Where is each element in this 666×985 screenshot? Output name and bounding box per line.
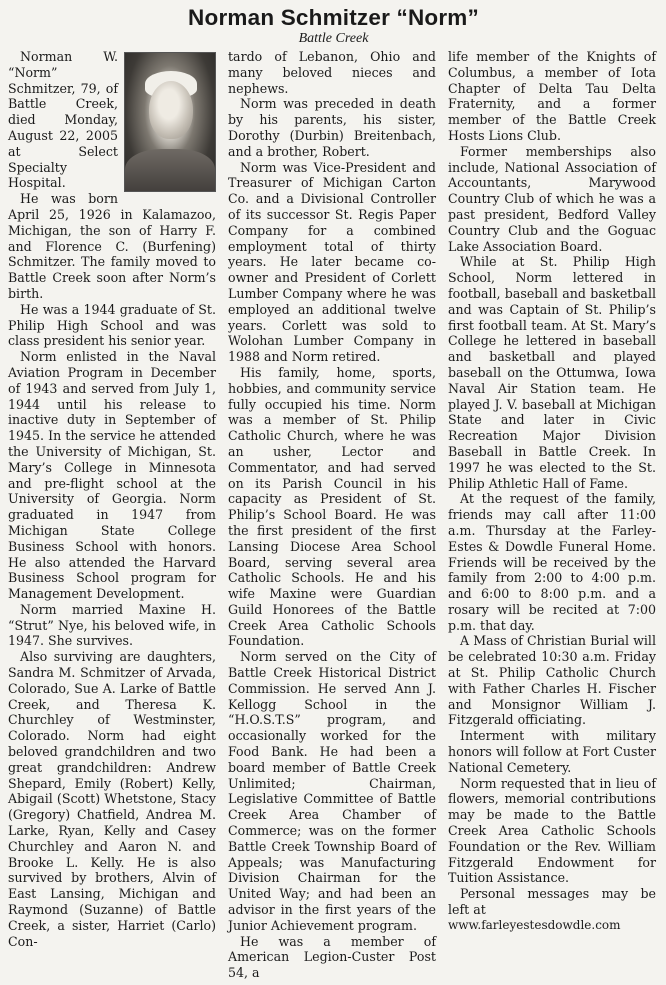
paragraph: Former memberships also include, National Association of Accountants, Marywood Country Club of which he was a past president, Bedford Valley Country Club and the Goguac Lake Association Board. (448, 143, 656, 254)
paragraph: Norman W. “Norm” Schmitzer, 79, of Battle Creek, died Monday, August 22, 2005 at Select Specialty Hospital. (8, 49, 118, 191)
website-link[interactable]: www.farleyestesdowdle.com (448, 917, 621, 932)
column-3 (448, 49, 656, 981)
paragraph: He was born April 25, 1926 in Kalamazoo, Michigan, the son of Harry F. and Florence C. (Burfening) Schmitzer. The family moved to Battle Creek soon after Norm’s birth. (8, 191, 216, 301)
paragraph-continued: life member of the Knights of Columbus, a member of Iota Chapter of Delta Tau Delta Fraternity, and a former member of the Battle Creek Hosts Lions Club. (448, 49, 656, 143)
paragraph: Norm requested that in lieu of flowers, memorial contributions may be made to the Battle Creek Area Catholic Schools Foundation or the Rev. William Fitzgerald Endowment for Tuition Assistance. (448, 775, 656, 886)
column-2 (228, 49, 436, 981)
paragraph: Norm enlisted in the Naval Aviation Program in December of 1943 and served from July 1, 1944 until his release to inactive duty in September of 1945. In the service he attended the University of Michigan, St. Mary’s College in Minnesota and pre-flight school at the University of Georgia. Norm graduated in 1947 from Michigan State College Business School with honors. He also attended the Harvard Business School program for Management Development. (8, 349, 216, 602)
paragraph: His family, home, sports, hobbies, and community service fully occupied his time. Norm was a member of St. Philip Catholic Church, where he was an usher, Lector and Commentator, and had served on its Parish Council in his capacity as President of St. Philip’s School Board. He was the first president of the first Lansing Diocese Area School Board, serving several area Catholic Schools. He and his wife Maxine were Guardian Guild Honorees of the Battle Creek Area Catholic Schools Foundation. (228, 364, 436, 649)
lead-with-photo (8, 49, 216, 302)
paragraph: Norm served on the City of Battle Creek Historical District Commission. He served Ann J. Kellogg School in the “H.O.S.T.S” program, and occasionally worked for the Food Bank. He had been a board member of Battle Creek Unlimited; Chairman, Legislative Committee of Battle Creek Area Chamber of Commerce; was on the former Battle Creek Township Board of Appeals; was Manufacturing Division Chairman for the United Way; and had been an advisor in the first years of the Junior Achievement program. (228, 649, 436, 933)
obituary-headline: Norman Schmitzer “Norm” (188, 5, 479, 30)
paragraph: Norm was Vice-President and Treasurer of Michigan Carton Co. and a Divisional Controller of its successor St. Regis Paper Company for a combined employment total of thirty years. He later became co-owner and President of Corlett Lumber Company where he was employed an additional twelve years. Corlett was sold to Wolohan Lumber Company in 1988 and Norm retired. (228, 159, 436, 365)
paragraph: Interment with military honors will follow at Fort Custer National Cemetery. (448, 728, 656, 775)
portrait-photo (124, 52, 216, 192)
paragraph: Norm married Maxine H. “Strut” Nye, his beloved wife, in 1947. She survives. (8, 601, 216, 649)
paragraph: A Mass of Christian Burial will be celebrated 10:30 a.m. Friday at St. Philip Catholic Church with Father Charles H. Fischer and Monsignor William J. Fitzgerald officiating. (448, 633, 656, 728)
paragraph: At the request of the family, friends may call after 11:00 a.m. Thursday at the Farley-Estes & Dowdle Funeral Home. Friends will be received by the family from 2:00 to 4:00 p.m. and 6:00 to 8:00 p.m. and a rosary will be recited at 7:00 p.m. that day. (448, 491, 656, 633)
paragraph: He was a member of American Legion-Custer Post 54, a (228, 933, 436, 981)
paragraph: Norm was preceded in death by his parents, his sister, Dorothy (Durbin) Breitenbach, and a brother, Robert. (228, 96, 436, 159)
paragraph: He was a 1944 graduate of St. Philip High School and was class president his senior year. (8, 301, 216, 349)
column-1 (8, 49, 216, 981)
article-columns (8, 49, 659, 981)
paragraph: Also surviving are daughters, Sandra M. Schmitzer of Arvada, Colorado, Sue A. Larke of Battle Creek, and Theresa K. Churchley of Westminster, Colorado. Norm had eight beloved grandchildren and two great grandchildren: Andrew Shepard, Emily (Robert) Kelly, Abigail (Scott) Whetstone, Stacy (Gregory) Chatfield, Andrea M. Larke, Ryan, Kelly and Casey Churchley and Aaron N. and Brooke L. Kelly. He is also survived by brothers, Alvin of East Lansing, Michigan and Raymond (Suzanne) of Battle Creek, a sister, Harriet (Carlo) Con- (8, 649, 216, 949)
paragraph: Personal messages may be left at (448, 886, 656, 918)
paragraph: While at St. Philip High School, Norm lettered in football, baseball and basketball and was Captain of St. Philip’s first football team. At St. Mary’s College he lettered in baseball and basketball and played baseball on the Ottumwa, Iowa Naval Air Station team. He played J. V. baseball at Michigan State and later in Civic Recreation Major Division Baseball in Battle Creek. In 1997 he was elected to the St. Philip Athletic Hall of Fame. (448, 254, 656, 491)
paragraph-continued: tardo of Lebanon, Ohio and many beloved nieces and nephews. (228, 49, 436, 96)
dateline: Battle Creek (298, 31, 369, 46)
